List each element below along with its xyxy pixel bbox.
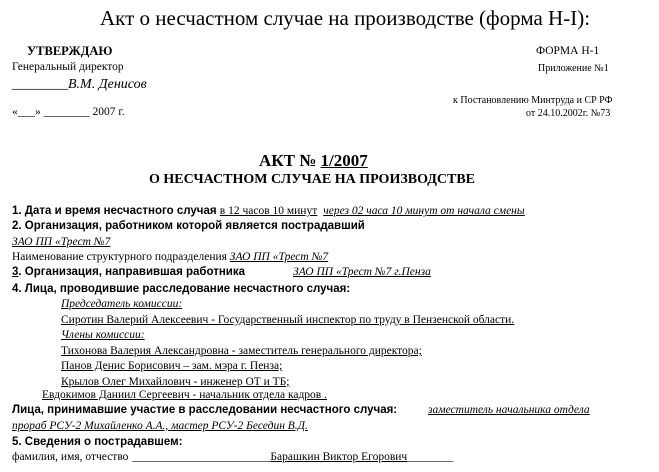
- subdivision-value: ЗАО ПП «Трест №7: [229, 251, 329, 263]
- commission-member-2: Панов Денис Борисович – зам. мэра г. Пенза;: [61, 360, 283, 372]
- act-number: 1/2007: [320, 151, 368, 170]
- commission-member-1: Тихонова Валерия Александровна - заместитель генерального директора;: [61, 345, 422, 357]
- victim-name-label: фамилия, имя, отчество: [12, 451, 129, 463]
- commission-chair-label: Председатель комиссии:: [61, 298, 183, 310]
- commission-chair: Сиротин Валерий Алексеевич - Государственный инспектор по труду в Пензенской области.: [61, 314, 515, 326]
- commission-members-label: Члены комиссии:: [61, 329, 145, 341]
- item-3-number: 3: [12, 266, 19, 278]
- commission-member-4: Евдокимов Даниил Сергеевич - начальник отдела кадров .: [42, 389, 327, 401]
- approver-signature-line: [12, 78, 147, 92]
- item-2-organization: ЗАО ПП «Трест №7: [12, 236, 111, 248]
- item-4-label: 4. Лица, проводившие расследование несчастного случая:: [12, 283, 351, 295]
- form-code: ФОРМА Н-1: [536, 45, 600, 57]
- item-5-label: 5. Сведения о пострадавшем:: [12, 436, 183, 448]
- item-3-label: . Организация, направившая работника: [18, 266, 246, 278]
- participants-label: Лица, принимавшие участие в расследовании несчастного случая:: [12, 404, 398, 416]
- item-3-organization: ЗАО ПП «Трест №7 г.Пенза: [293, 266, 431, 278]
- victim-name-blank-pre: ________________________: [132, 451, 271, 463]
- commission-member-3: Крылов Олег Михайлович - инженер ОТ и ТБ;: [61, 376, 290, 388]
- victim-name-line: [12, 452, 453, 464]
- document-title: Акт о несчастном случае на производстве (форма Н-I):: [100, 6, 591, 30]
- item-1-shift-offset: через 02 часа 10 минут от начала смены: [323, 205, 525, 217]
- victim-name: Барашкин Виктор Егорович: [270, 451, 408, 463]
- item-1-line: [12, 206, 525, 218]
- approver-name: В.М. Денисов: [68, 77, 147, 92]
- item-2-label: 2. Организация, работником которой является пострадавший: [12, 220, 365, 232]
- signature-blank: ________: [12, 77, 68, 92]
- approve-heading: УТВЕРЖДАЮ: [27, 44, 113, 58]
- participants-value-2: прораб РСУ-2 Михайленко А.А., мастер РСУ-2 Беседин В.Д.: [12, 420, 308, 432]
- approval-date-line: «___» ________ 2007 г.: [12, 106, 125, 118]
- item-1-time: в 12 часов 10 минут: [219, 205, 318, 217]
- subdivision-line: [12, 252, 328, 264]
- decree-date: от 24.10.2002г. №73: [526, 108, 611, 119]
- act-number-prefix: АКТ №: [259, 151, 321, 170]
- act-number-heading: [259, 152, 368, 169]
- approver-position: Генеральный директор: [12, 61, 124, 73]
- victim-name-blank-post: ________: [407, 451, 454, 463]
- decree-ref: к Постановлению Минтруда и СР РФ: [453, 95, 613, 106]
- item-3-line: [12, 267, 245, 279]
- item-1-label: 1. Дата и время несчастного случая: [12, 205, 220, 217]
- appendix-ref: Приложение №1: [538, 63, 609, 74]
- act-subtitle: О НЕСЧАСТНОМ СЛУЧАЕ НА ПРОИЗВОДСТВЕ: [149, 172, 476, 187]
- participants-value-1: заместитель начальника отдела: [428, 404, 590, 416]
- subdivision-label: Наименование структурного подразделения: [12, 251, 230, 263]
